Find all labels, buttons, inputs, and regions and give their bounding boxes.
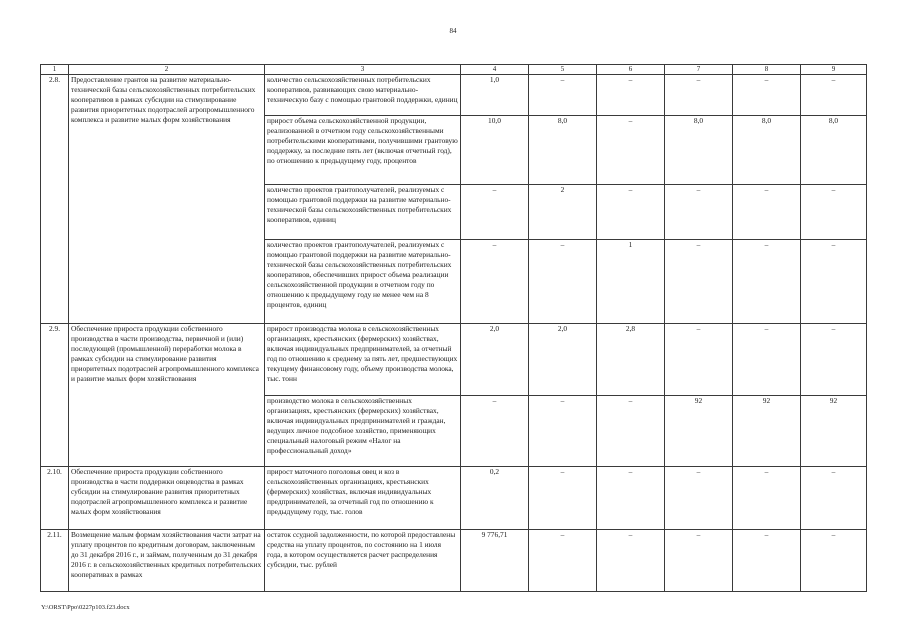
value-cell-col-9: – [801, 530, 867, 592]
page-number: 84 [449, 27, 457, 35]
value-cell-col-7: 8,0 [665, 116, 733, 185]
value-cell-col-8: – [733, 75, 801, 116]
column-number-5: 5 [529, 65, 597, 75]
column-number-7: 7 [665, 65, 733, 75]
footer-file-path: Y:\ORST\Ppo\0227p103.f23.docx [41, 604, 130, 611]
value-cell-col-6: – [597, 530, 665, 592]
value-cell-col-5: 8,0 [529, 116, 597, 185]
value-cell-col-5: – [529, 240, 597, 324]
value-cell-col-5: 2 [529, 185, 597, 240]
indicator-cell: количество проектов грантополучателей, реализуемых с помощью грантовой поддержки на развитие материально-технической базы сельскохозяйственных потребительских кооперативов, единиц [265, 185, 461, 240]
column-number-4: 4 [461, 65, 529, 75]
value-cell-col-6: – [597, 396, 665, 467]
row-number-cell: 2.9. [41, 324, 69, 467]
value-cell-col-7: – [665, 240, 733, 324]
measure-cell: Возмещение малым формам хозяйствования части затрат на уплату процентов по кредитным договорам, заключенным до 31 декабря 2016 г., и займам, полученным до 31 декабря 2016 г. в сельскохозяйственных кредитных потребительских кооперативах в рамках [69, 530, 265, 592]
value-cell-col-9: 8,0 [801, 116, 867, 185]
value-cell-col-9: – [801, 467, 867, 530]
column-number-2: 2 [69, 65, 265, 75]
value-cell-col-7: – [665, 530, 733, 592]
measure-cell: Обеспечение прироста продукции собственного производства в части производства, первичной и (или) последующей (промышленной) переработки молока в рамках субсидии на стимулирование развития приоритетных подотраслей агропромышленного комплекса и развитие малых форм хозяйствования [69, 324, 265, 467]
table-row [41, 530, 867, 592]
value-cell-col-5: – [529, 530, 597, 592]
value-cell-col-6: 2,8 [597, 324, 665, 396]
value-cell-col-5: – [529, 396, 597, 467]
indicator-cell: количество сельскохозяйственных потребительских кооперативов, развивающих свою материально-техническую базу с помощью грантовой поддержки, единиц [265, 75, 461, 116]
value-cell-col-7: – [665, 75, 733, 116]
value-cell-col-7: – [665, 467, 733, 530]
row-number-cell: 2.11. [41, 530, 69, 592]
column-number-8: 8 [733, 65, 801, 75]
row-number-cell: 2.10. [41, 467, 69, 530]
row-number-cell: 2.8. [41, 75, 69, 324]
value-cell-col-7: – [665, 185, 733, 240]
table-row [41, 75, 867, 116]
value-cell-col-5: – [529, 467, 597, 530]
indicator-cell: прирост объема сельскохозяйственной продукции, реализованной в отчетном году сельскохозяйственными потребительскими кооперативами, получившими грантовую поддержку, за последние пять лет (включая отчетный год), по отношению к предыдущему году, процентов [265, 116, 461, 185]
value-cell-col-4: 0,2 [461, 467, 529, 530]
value-cell-col-9: – [801, 324, 867, 396]
value-cell-col-5: 2,0 [529, 324, 597, 396]
value-cell-col-8: – [733, 530, 801, 592]
value-cell-col-8: – [733, 324, 801, 396]
value-cell-col-8: – [733, 240, 801, 324]
value-cell-col-6: – [597, 185, 665, 240]
value-cell-col-8: 92 [733, 396, 801, 467]
value-cell-col-7: – [665, 324, 733, 396]
value-cell-col-6: 1 [597, 240, 665, 324]
value-cell-col-8: – [733, 185, 801, 240]
value-cell-col-4: 2,0 [461, 324, 529, 396]
table-row [41, 324, 867, 396]
value-cell-col-8: – [733, 467, 801, 530]
indicators-table [40, 64, 867, 592]
value-cell-col-6: – [597, 116, 665, 185]
value-cell-col-4: – [461, 240, 529, 324]
value-cell-col-4: 9 776,71 [461, 530, 529, 592]
value-cell-col-8: 8,0 [733, 116, 801, 185]
column-number-9: 9 [801, 65, 867, 75]
value-cell-col-9: 92 [801, 396, 867, 467]
value-cell-col-9: – [801, 185, 867, 240]
indicator-cell: прирост маточного поголовья овец и коз в сельскохозяйственных организациях, крестьянских (фермерских) хозяйствах, включая индивидуальных предпринимателей, за отчетный год по отношению к предыдущему году, тыс. голов [265, 467, 461, 530]
value-cell-col-4: 1,0 [461, 75, 529, 116]
column-number-3: 3 [265, 65, 461, 75]
measure-cell: Обеспечение прироста продукции собственного производства в части поддержки овцеводства в рамках субсидии на стимулирование развития приоритетных подотраслей агропромышленного комплекса и развитие малых форм хозяйствования [69, 467, 265, 530]
indicator-cell: производство молока в сельскохозяйственных организациях, крестьянских (фермерских) хозяйствах, включая индивидуальных предпринимателей и граждан, ведущих личное подсобное хозяйство, применяющих специальный налоговый режим «Налог на профессиональный доход» [265, 396, 461, 467]
table-row [41, 467, 867, 530]
indicator-cell: остаток ссудной задолженности, по которой предоставлены средства на уплату процентов, по состоянию на 1 июля года, в котором осуществляется расчет распределения субсидии, тыс. рублей [265, 530, 461, 592]
value-cell-col-6: – [597, 467, 665, 530]
value-cell-col-4: 10,0 [461, 116, 529, 185]
indicator-cell: прирост производства молока в сельскохозяйственных организациях, крестьянских (фермерских) хозяйствах, включая индивидуальных предпринимателей, за отчетный год по отношению к среднему за пять лет, предшествующих текущему финансовому году, объему производства молока, тыс. тонн [265, 324, 461, 396]
indicator-cell: количество проектов грантополучателей, реализуемых с помощью грантовой поддержки на развитие материально-технической базы сельскохозяйственных потребительских кооперативов, обеспечивших прирост объема реализации сельскохозяйственной продукции в отчетном году по отношению к предыдущему году не менее чем на 8 процентов, единиц [265, 240, 461, 324]
value-cell-col-5: – [529, 75, 597, 116]
value-cell-col-6: – [597, 75, 665, 116]
column-number-1: 1 [41, 65, 69, 75]
value-cell-col-4: – [461, 396, 529, 467]
value-cell-col-4: – [461, 185, 529, 240]
value-cell-col-7: 92 [665, 396, 733, 467]
value-cell-col-9: – [801, 240, 867, 324]
column-number-row [41, 65, 867, 75]
measure-cell: Предоставление грантов на развитие материально-технической базы сельскохозяйственных потребительских кооперативов в рамках субсидии на стимулирование развития приоритетных подотраслей агропромышленного комплекса и развитие малых форм хозяйствования [69, 75, 265, 324]
table-body [41, 65, 867, 592]
value-cell-col-9: – [801, 75, 867, 116]
column-number-6: 6 [597, 65, 665, 75]
